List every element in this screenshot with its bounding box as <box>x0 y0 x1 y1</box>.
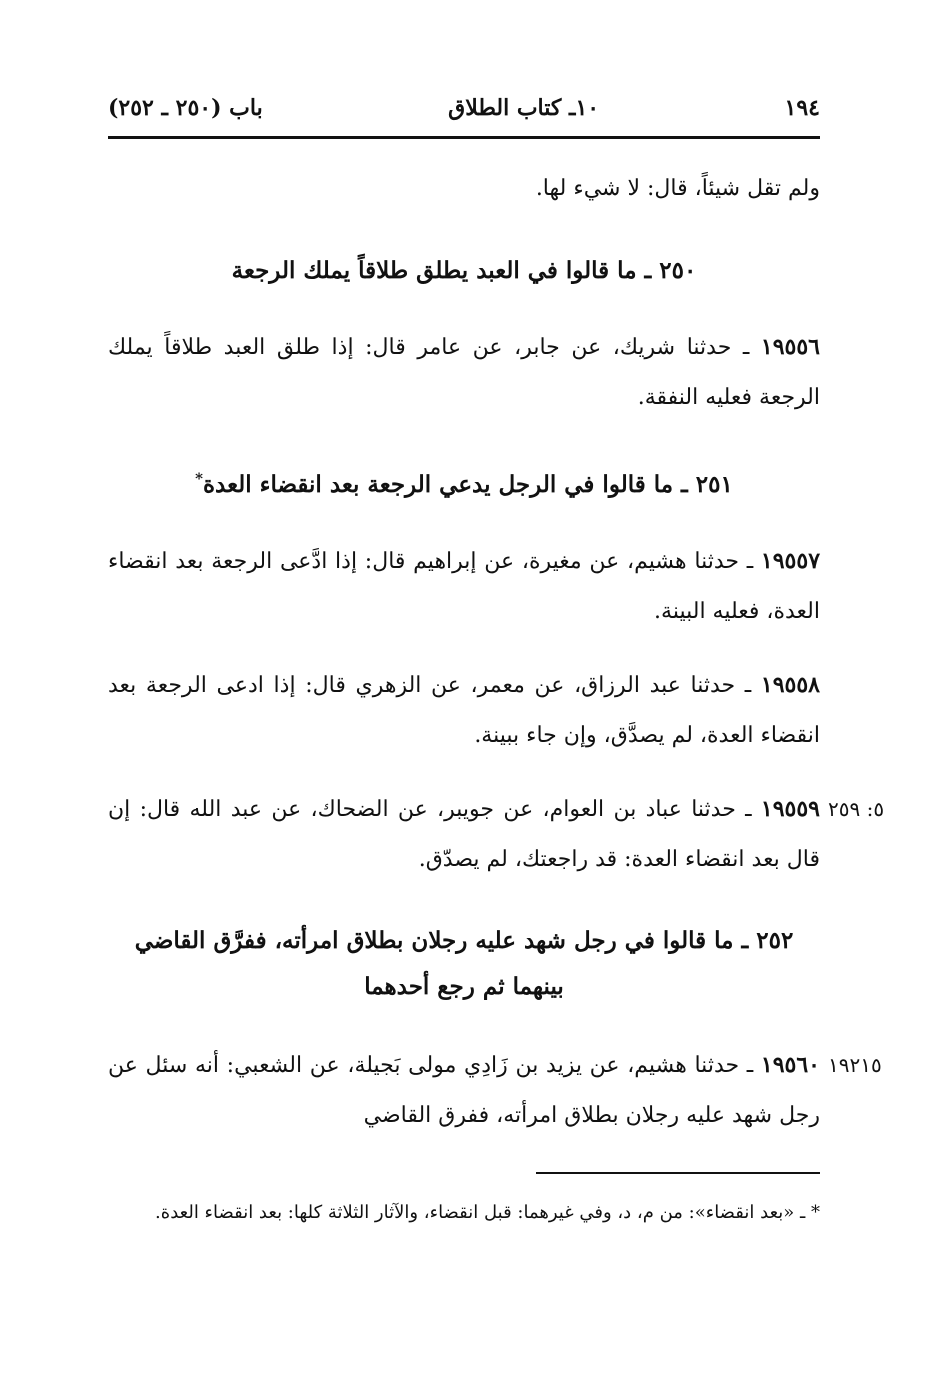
continuation-text: ولم تقل شيئاً، قال: لا شيء لها. <box>535 176 820 201</box>
header-rule <box>108 136 820 139</box>
chapter-range: باب (٢٥٠ ـ ٢٥٢) <box>108 95 263 121</box>
running-header <box>108 90 820 126</box>
section-heading-250 <box>108 248 820 294</box>
hadith-19558 <box>108 660 820 761</box>
hadith-text: ـ حدثنا هشيم، عن مغيرة، عن إبراهيم قال: إذا ادَّعى الرجعة بعد انقضاء العدة، فعليه البينة. <box>108 549 820 624</box>
hadith-text: ـ حدثنا هشيم، عن يزيد بن زَادِي مولى بَجيلة، عن الشعبي: أنه سئل عن رجل شهد عليه رجلان بطلاق امرأته، ففرق القاضي <box>108 1053 820 1128</box>
margin-reference: ١٩٢١٥ <box>828 1053 882 1077</box>
hadith-number: ١٩٥٥٨ <box>760 672 820 698</box>
footnote: * ـ «بعد انقضاء»: من م، د، وفي غيرهما: قبل انقضاء، والآثار الثلاثة كلها: بعد انقضاء العدة. <box>155 1202 820 1223</box>
footnote-marker: * <box>195 469 203 488</box>
hadith-19559 <box>108 784 820 885</box>
hadith-19556 <box>108 322 820 423</box>
hadith-text: ـ حدثنا عبد الرزاق، عن معمر، عن الزهري قال: إذا ادعى الرجعة بعد انقضاء العدة، لم يصدَّق، وإن جاء ببينة. <box>108 673 820 748</box>
section-heading-text: ٢٥١ ـ ما قالوا في الرجل يدعي الرجعة بعد انقضاء العدة <box>203 471 733 498</box>
hadith-text: ـ حدثنا شريك، عن جابر، عن عامر قال: إذا طلق العبد طلاقاً يملك الرجعة فعليه النفقة. <box>108 335 820 410</box>
hadith-19557 <box>108 536 820 637</box>
section-heading-252 <box>108 918 820 1010</box>
section-heading-text: ٢٥٠ ـ ما قالوا في العبد يطلق طلاقاً يملك الرجعة <box>231 257 697 284</box>
margin-reference: ٥: ٢٥٩ <box>828 797 885 821</box>
section-heading-251 <box>108 462 820 508</box>
hadith-text: ـ حدثنا عباد بن العوام، عن جويبر، عن الضحاك، عن عبد الله قال: إن قال بعد انقضاء العدة: قد راجعتك، لم يصدّق. <box>108 797 820 872</box>
footnote-rule <box>536 1172 820 1174</box>
hadith-number: ١٩٥٦٠ <box>760 1052 820 1078</box>
page-number: ١٩٤ <box>784 95 820 121</box>
section-heading-text: ٢٥٢ ـ ما قالوا في رجل شهد عليه رجلان بطلاق امرأته، ففرَّق القاضي بينهما ثم رجع أحدهما <box>134 927 794 1000</box>
hadith-number: ١٩٥٥٦ <box>760 334 820 360</box>
hadith-19560 <box>108 1040 820 1141</box>
book-title: ١٠ـ كتاب الطلاق <box>448 95 600 121</box>
hadith-number: ١٩٥٥٧ <box>760 548 821 574</box>
hadith-number: ١٩٥٥٩ <box>760 796 820 822</box>
